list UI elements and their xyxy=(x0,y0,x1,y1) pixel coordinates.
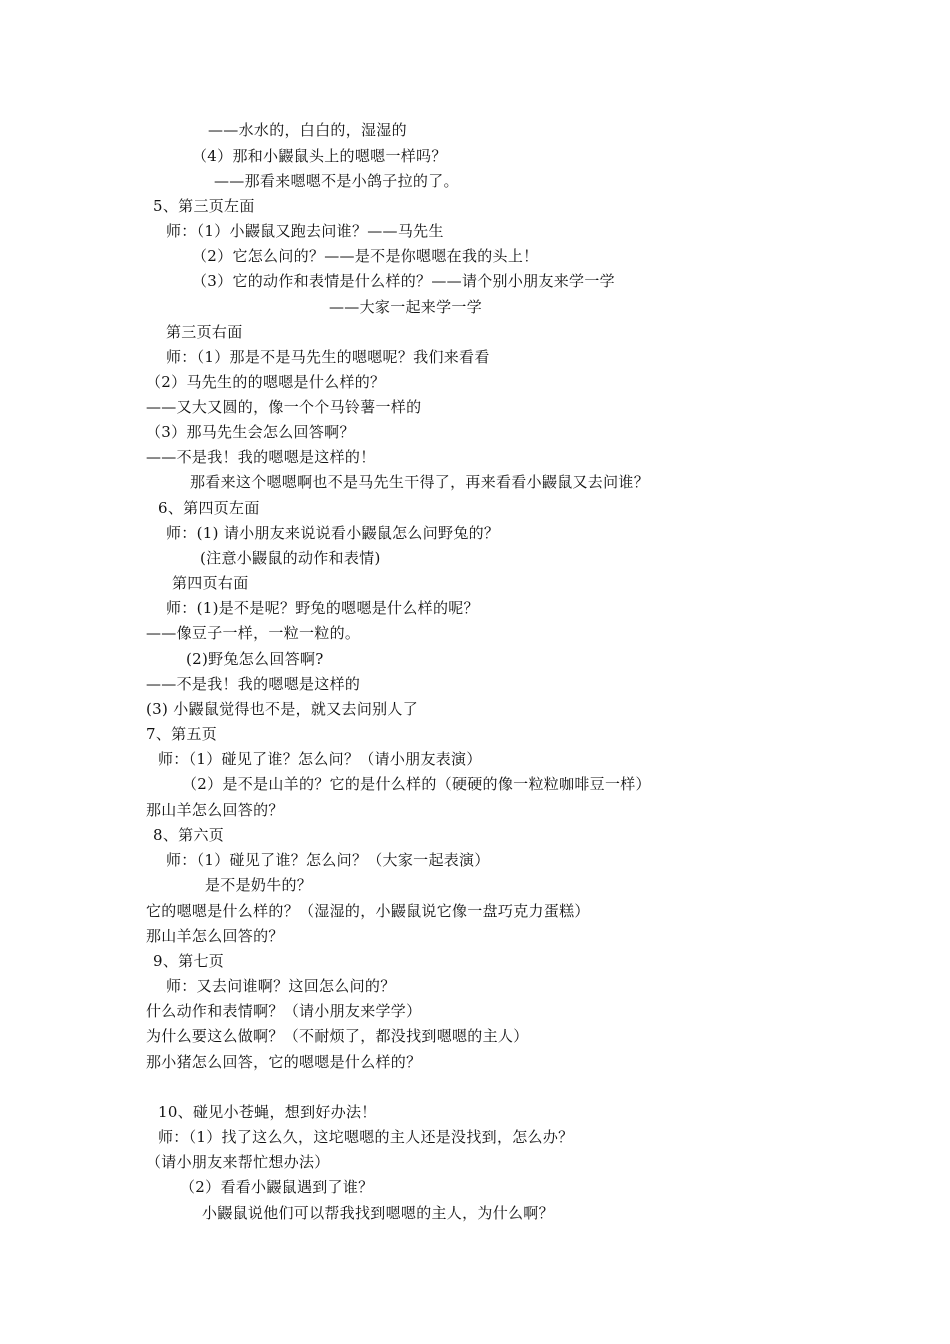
text-line: 那山羊怎么回答的？ xyxy=(146,927,284,945)
text-line: ——不是我！我的嗯嗯是这样的 xyxy=(146,675,361,693)
section-heading: 9、第七页 xyxy=(153,952,225,970)
text-line: 师：又去问谁啊？这回怎么问的？ xyxy=(166,977,396,995)
text-line: 它的嗯嗯是什么样的？（湿湿的，小鼹鼠说它像一盘巧克力蛋糕） xyxy=(146,902,590,920)
text-line: (注意小鼹鼠的动作和表情) xyxy=(200,549,381,567)
text-line: （请小朋友来帮忙想办法） xyxy=(146,1153,330,1171)
text-line: (2)野兔怎么回答啊? xyxy=(186,650,324,668)
section-heading: 6、第四页左面 xyxy=(158,499,260,517)
text-line: ——水水的，白白的，湿湿的 xyxy=(208,121,407,139)
text-line: （2）它怎么问的？——是不是你嗯嗯在我的头上！ xyxy=(192,247,539,265)
text-line: （4）那和小鼹鼠头上的嗯嗯一样吗？ xyxy=(192,147,447,165)
section-heading: 10、碰见小苍蝇，想到好办法！ xyxy=(158,1103,377,1121)
text-line: 是不是奶牛的？ xyxy=(205,876,313,894)
section-heading: 5、第三页左面 xyxy=(153,197,255,215)
text-line: ——不是我！我的嗯嗯是这样的！ xyxy=(146,448,376,466)
text-line: 那小猪怎么回答，它的嗯嗯是什么样的？ xyxy=(146,1053,422,1071)
text-line: 那山羊怎么回答的？ xyxy=(146,801,284,819)
text-line: 为什么要这么做啊？（不耐烦了，都没找到嗯嗯的主人） xyxy=(146,1027,529,1045)
text-line: （3）那马先生会怎么回答啊？ xyxy=(146,423,355,441)
text-line: 那看来这个嗯嗯啊也不是马先生干得了，再来看看小鼹鼠又去问谁？ xyxy=(190,473,650,491)
section-heading: 8、第六页 xyxy=(153,826,225,844)
text-line: 师：（1）找了这么久，这坨嗯嗯的主人还是没找到，怎么办？ xyxy=(158,1128,574,1146)
text-line: （2）看看小鼹鼠遇到了谁？ xyxy=(180,1178,374,1196)
text-line: ——又大又圆的，像一个个马铃薯一样的 xyxy=(146,398,422,416)
text-line: 师：(1) 请小朋友来说说看小鼹鼠怎么问野兔的？ xyxy=(166,524,500,542)
text-line: 师：（1）碰见了谁？怎么问？（大家一起表演） xyxy=(166,851,490,869)
text-line: (3) 小鼹鼠觉得也不是，就又去问别人了 xyxy=(146,700,419,718)
text-line: 师：（1）小鼹鼠又跑去问谁？——马先生 xyxy=(166,222,444,240)
text-line: 师：（1）那是不是马先生的嗯嗯呢？我们来看看 xyxy=(166,348,490,366)
section-heading: 第四页右面 xyxy=(172,574,249,592)
text-line: 小鼹鼠说他们可以帮我找到嗯嗯的主人，为什么啊？ xyxy=(202,1204,554,1222)
text-line: （3）它的动作和表情是什么样的？——请个别小朋友来学一学 xyxy=(192,272,615,290)
text-line: （2）马先生的的嗯嗯是什么样的？ xyxy=(146,373,386,391)
text-line: ——大家一起来学一学 xyxy=(329,298,483,316)
text-line: ——像豆子一样，一粒一粒的。 xyxy=(146,624,361,642)
text-line: ——那看来嗯嗯不是小鸽子拉的了。 xyxy=(214,172,459,190)
text-line: （2）是不是山羊的？它的是什么样的（硬硬的像一粒粒咖啡豆一样） xyxy=(182,775,651,793)
text-line: 什么动作和表情啊？（请小朋友来学学） xyxy=(146,1002,422,1020)
section-heading: 7、第五页 xyxy=(146,725,218,743)
text-line: 师：(1)是不是呢？野兔的嗯嗯是什么样的呢？ xyxy=(166,599,479,617)
text-line: 师：（1）碰见了谁？怎么问？（请小朋友表演） xyxy=(158,750,482,768)
section-heading: 第三页右面 xyxy=(166,323,243,341)
